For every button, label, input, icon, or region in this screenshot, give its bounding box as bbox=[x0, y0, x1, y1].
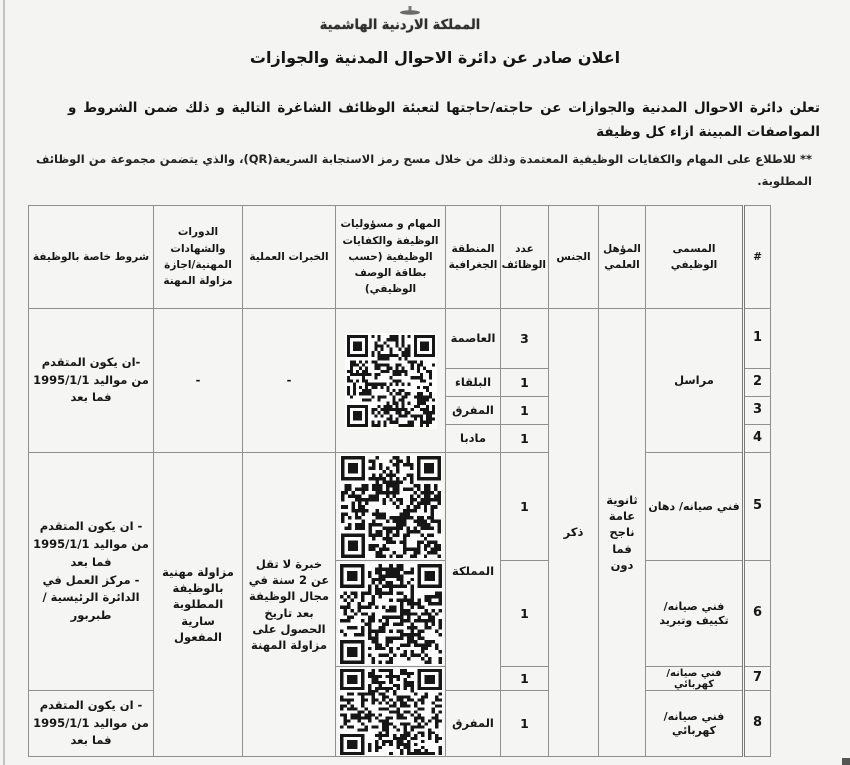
region-cell: المفرق bbox=[446, 397, 501, 425]
table-row bbox=[29, 453, 771, 561]
vacancy-count-cell: 1 bbox=[501, 369, 549, 397]
qr-instructions-note: ** للاطلاع على المهام والكفايات الوظيفية المعتمدة وذلك من خلال مسح رمز الاستجابة السريعة(QR)، والذي يتضمن مجموعة من الوظائف المطلوبة. bbox=[36, 152, 812, 189]
jordan-emblem-icon bbox=[398, 0, 422, 9]
header-qualification: المؤهل العلمي bbox=[599, 206, 646, 309]
header-tasks-qr: المهام و مسؤوليات الوظيفة والكفايات الوظيفية (حسب بطاقة الوصف الوظيفي) bbox=[336, 206, 446, 309]
region-cell: المملكة bbox=[446, 453, 501, 691]
condition-line: - مركز العمل في الدائرة الرئيسية /طبربور bbox=[42, 572, 140, 623]
qr-code bbox=[340, 455, 442, 559]
vacancy-count-cell: 1 bbox=[501, 397, 549, 425]
scan-edge-line bbox=[3, 0, 5, 765]
tasks-qr-cell bbox=[336, 667, 446, 757]
region-cell: مادبا bbox=[446, 425, 501, 453]
job-title-cell: فني صيانه/ تكييف وتبريد bbox=[646, 561, 744, 667]
job-number-cell: 7 bbox=[744, 667, 771, 691]
vacancy-count-cell: 3 bbox=[501, 309, 549, 369]
special-conditions-cell bbox=[29, 453, 154, 691]
experience-cell: - bbox=[243, 309, 336, 453]
region-cell: العاصمة bbox=[446, 309, 501, 369]
header-experience: الخبرات العملية bbox=[243, 206, 336, 309]
job-number-cell: 2 bbox=[744, 369, 771, 397]
condition-line: - ان يكون المتقدم من مواليد 1995/1/1 فما بعد bbox=[33, 519, 149, 569]
qr-code bbox=[345, 333, 437, 429]
job-title-cell: فني صيانه/ كهربائي bbox=[646, 667, 744, 691]
tasks-qr-cell bbox=[336, 453, 446, 561]
qualification-cell: ثانوية عامة ناجح فما دون bbox=[599, 309, 646, 757]
header-special-conditions: شروط خاصة بالوظيفة bbox=[29, 206, 154, 309]
gender-cell: ذكر bbox=[549, 309, 599, 757]
kingdom-title: المملكة الاردنية الهاشمية bbox=[319, 17, 481, 34]
tasks-qr-cell bbox=[336, 309, 446, 453]
table-row bbox=[29, 309, 771, 369]
tasks-qr-cell bbox=[336, 561, 446, 667]
table-header-row bbox=[29, 206, 771, 309]
job-number-cell: 6 bbox=[744, 561, 771, 667]
intro-paragraph: تعلن دائرة الاحوال المدنية والجوازات عن حاجته/حاجتها لتعبئة الوظائف الشاغرة التالية و ذلك ضمن الشروط و المواصفات المبينة ازاء كل وظيفة bbox=[68, 100, 820, 141]
job-number-cell: 5 bbox=[744, 453, 771, 561]
header-job-title: المسمى الوظيفي bbox=[646, 206, 744, 309]
header-region: المنطقة الجغرافية bbox=[446, 206, 501, 309]
vacancy-count-cell: 1 bbox=[501, 425, 549, 453]
qr-code bbox=[339, 668, 443, 756]
qr-code bbox=[339, 563, 443, 665]
job-number-cell: 8 bbox=[744, 691, 771, 757]
job-number-cell: 1 bbox=[744, 309, 771, 369]
special-conditions-cell: - ان يكون المتقدم من مواليد 1995/1/1 فما بعد bbox=[29, 691, 154, 757]
courses-cell: - bbox=[154, 309, 243, 453]
region-cell: البلقاء bbox=[446, 369, 501, 397]
page-title: اعلان صادر عن دائرة الاحوال المدنية والجوازات bbox=[249, 48, 621, 67]
job-number-cell: 4 bbox=[744, 425, 771, 453]
scan-corner-mark bbox=[842, 758, 850, 765]
vacancy-count-cell: 1 bbox=[501, 453, 549, 561]
header-courses: الدورات والشهادات المهنية/اجازة مزاولة المهنة bbox=[154, 206, 243, 309]
job-number-cell: 3 bbox=[744, 397, 771, 425]
header-vacancy-count: عدد الوظائف bbox=[501, 206, 549, 309]
experience-cell: خبرة لا تقل عن 2 سنة في مجال الوظيفة بعد تاريخ الحصول على مزاولة المهنة bbox=[243, 453, 336, 757]
vacancy-count-cell: 1 bbox=[501, 691, 549, 757]
job-title-cell: فني صيانه/ دهان bbox=[646, 453, 744, 561]
courses-cell: مزاولة مهنية بالوظيفة المطلوبة سارية المفعول bbox=[154, 453, 243, 757]
job-title-cell: فني صيانه/ كهربائي bbox=[646, 691, 744, 757]
jobs-table bbox=[28, 205, 771, 757]
header-gender: الجنس bbox=[549, 206, 599, 309]
header-number: # bbox=[744, 206, 771, 309]
vacancy-count-cell: 1 bbox=[501, 667, 549, 691]
special-conditions-cell: -ان يكون المتقدم من مواليد 1995/1/1 فما بعد bbox=[29, 309, 154, 453]
region-cell: المفرق bbox=[446, 691, 501, 757]
vacancy-count-cell: 1 bbox=[501, 561, 549, 667]
job-title-cell: مراسل bbox=[646, 309, 744, 453]
